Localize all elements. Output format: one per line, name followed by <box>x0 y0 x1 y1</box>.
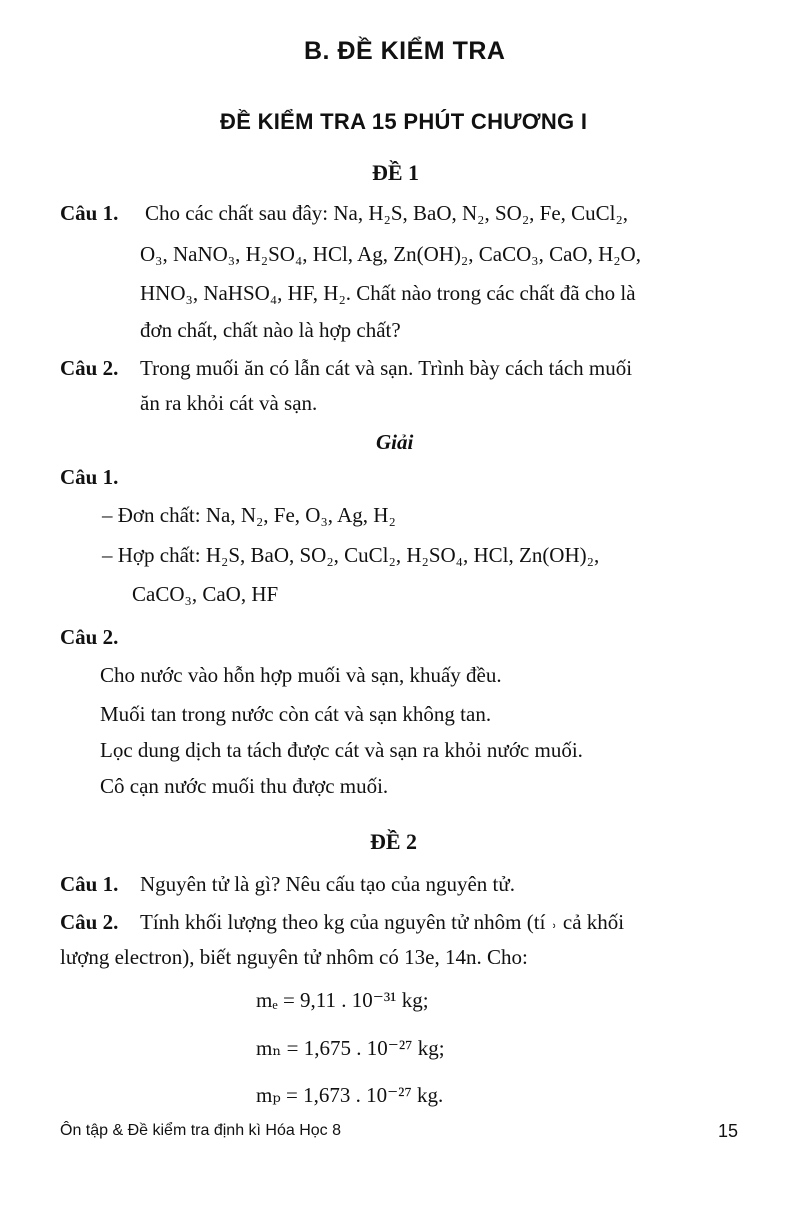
de1-q1-line3: HNO₃, NaHSO₄, HF, H₂. Chất nào trong các chất đã cho là <box>140 281 636 305</box>
page-number: 15 <box>718 1121 739 1141</box>
section-title: B. ĐỀ KIỂM TRA <box>304 37 506 65</box>
test-title: ĐỀ KIỂM TRA 15 PHÚT CHƯƠNG I <box>220 109 588 134</box>
de1-ans1-line3: CaCO₃, CaO, HF <box>132 582 279 606</box>
de1-ans2-line: Muối tan trong nước còn cát và sạn không tan. <box>100 702 492 726</box>
de1-ans2-line: Lọc dung dịch ta tách được cát và sạn ra khỏi nước muối. <box>100 738 583 762</box>
de2-q2-label: Câu 2. <box>60 910 119 934</box>
de1-q1-line1: Cho các chất sau đây: Na, H₂S, BaO, N₂, SO₂, Fe, CuCl₂, <box>145 201 629 225</box>
de1-q2-line2: ăn ra khỏi cát và sạn. <box>140 391 318 415</box>
de1-q1-line4: đơn chất, chất nào là hợp chất? <box>140 318 401 342</box>
de1-ans1-line1: – Đơn chất: Na, N₂, Fe, O₃, Ag, H₂ <box>102 503 396 527</box>
formula-electron-mass: mₑ = 9,11 . 10⁻³¹ kg; <box>256 988 429 1012</box>
de2-q1-text: Nguyên tử là gì? Nêu cấu tạo của nguyên tử. <box>140 872 515 896</box>
formula-neutron-mass: mₙ = 1,675 . 10⁻²⁷ kg; <box>256 1036 445 1060</box>
de1-ans2-line: Cho nước vào hỗn hợp muối và sạn, khuấy đều. <box>100 663 502 687</box>
footer-book-title: Ôn tập & Đề kiểm tra định kì Hóa Học 8 <box>60 1122 342 1139</box>
de1-ans2-line: Cô cạn nước muối thu được muối. <box>100 774 389 798</box>
de2-heading: ĐỀ 2 <box>370 829 418 854</box>
de2-q2-line1: Tính khối lượng theo kg của nguyên tử nhôm (tí ˒ cả khối <box>140 910 625 934</box>
de1-ans1-line2: – Hợp chất: H₂S, BaO, SO₂, CuCl₂, H₂SO₄, HCl, Zn(OH)₂, <box>102 543 600 567</box>
de1-ans2-label: Câu 2. <box>60 625 119 649</box>
de2-q1-label: Câu 1. <box>60 872 119 896</box>
de2-q2-line2: lượng electron), biết nguyên tử nhôm có 13e, 14n. Cho: <box>60 945 528 969</box>
de1-ans1-label: Câu 1. <box>60 465 119 489</box>
de1-q1-line2: O₃, NaNO₃, H₂SO₄, HCl, Ag, Zn(OH)₂, CaCO₃, CaO, H₂O, <box>140 242 641 266</box>
de1-q1-label: Câu 1. <box>60 201 119 225</box>
de1-heading: ĐỀ 1 <box>372 160 420 185</box>
de1-q2-line1: Trong muối ăn có lẫn cát và sạn. Trình bày cách tách muối <box>140 356 633 380</box>
formula-proton-mass: mₚ = 1,673 . 10⁻²⁷ kg. <box>256 1083 444 1107</box>
de1-q2-label: Câu 2. <box>60 356 119 380</box>
solution-heading: Giải <box>376 430 414 454</box>
